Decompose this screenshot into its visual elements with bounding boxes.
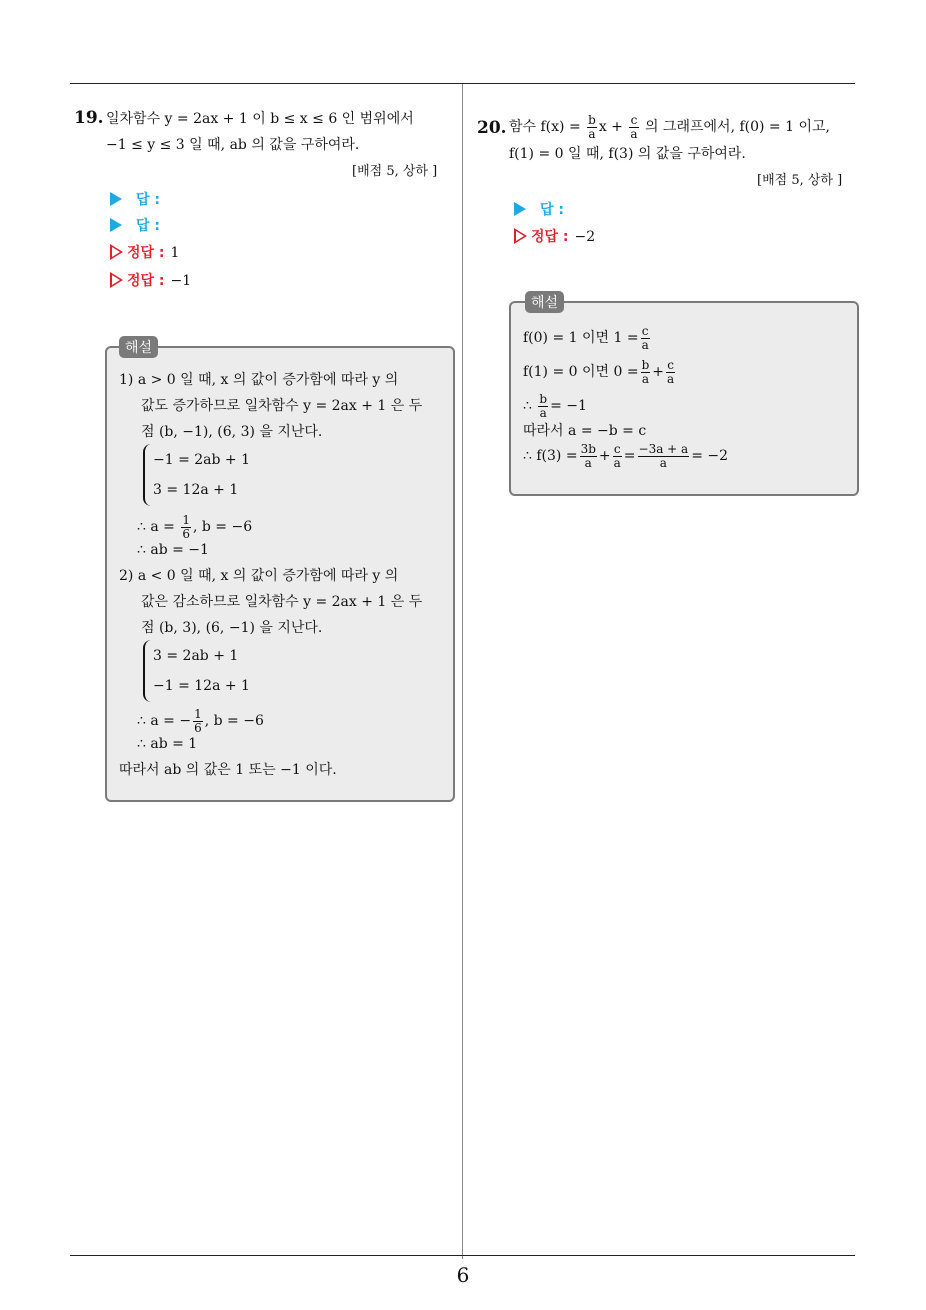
answer-field-2[interactable] bbox=[110, 216, 160, 236]
correct-value: 1 bbox=[170, 245, 180, 261]
question-number: 20. bbox=[477, 118, 507, 138]
case2-result: ∴ a = − $\frac{1}{6}$ , b = −6 bbox=[137, 706, 264, 735]
correct-label: 정답 : bbox=[127, 273, 165, 289]
case1-equation1: −1 = 2ab + 1 bbox=[153, 452, 251, 468]
fraction: $\frac{b}{a}$ bbox=[539, 391, 548, 420]
score-label: [배점 5, 상하 ] bbox=[352, 164, 438, 179]
fraction: $\frac{b}{a}$ bbox=[588, 112, 596, 141]
answer-field[interactable] bbox=[514, 200, 564, 220]
fraction: $\frac{c}{a}$ bbox=[667, 357, 675, 386]
correct-label: 정답 : bbox=[127, 245, 165, 261]
fraction: $\frac{-3a + a}{a}$ bbox=[638, 441, 689, 470]
answer-field-1[interactable] bbox=[110, 190, 160, 210]
question-number: 19. bbox=[74, 108, 104, 128]
system-brace bbox=[143, 444, 151, 506]
correct-value: −1 bbox=[170, 273, 192, 289]
case2-equation2: −1 = 12a + 1 bbox=[153, 678, 250, 694]
solution-row5: ∴ f(3) = $\frac{3b}{a}$ + $\frac{c}{a}$ = $\frac{-3a + a}{a}$ = −2 bbox=[523, 441, 729, 470]
solution-row1: f(0) = 1 이면 1 = $\frac{c}{a}$ bbox=[523, 323, 649, 352]
case2-line2: 값은 감소하므로 일차함수 y = 2ax + 1 은 두 bbox=[141, 594, 423, 610]
system-brace bbox=[143, 640, 151, 702]
correct-answer-2 bbox=[110, 271, 191, 291]
page-number: 6 bbox=[456, 1263, 470, 1287]
fraction: $\frac{3b}{a}$ bbox=[580, 441, 596, 470]
correct-label: 정답 : bbox=[531, 229, 569, 245]
question-text-line2: −1 ≤ y ≤ 3 일 때, ab 의 값을 구하여라. bbox=[106, 137, 360, 153]
case2-ab: ∴ ab = 1 bbox=[137, 736, 198, 752]
solution-row4: 따라서 a = −b = c bbox=[523, 423, 647, 439]
correct-answer bbox=[514, 227, 595, 247]
answer-label: 답 : bbox=[540, 202, 564, 218]
solution-tag: 해설 bbox=[525, 291, 564, 313]
question-text-line1: 함수 f(x) = $\frac{b}{a}$ x + $\frac{c}{a}$ 의 그래프에서, f(0) = 1 이고, bbox=[509, 112, 830, 141]
outline-play-icon bbox=[110, 272, 123, 288]
correct-answer-1 bbox=[110, 243, 179, 263]
case1-line2: 값도 증가하므로 일차함수 y = 2ax + 1 은 두 bbox=[141, 398, 423, 414]
column-divider bbox=[462, 84, 463, 1259]
case1-ab: ∴ ab = −1 bbox=[137, 542, 209, 558]
play-icon bbox=[110, 192, 122, 206]
conclusion: 따라서 ab 의 값은 1 또는 −1 이다. bbox=[119, 762, 337, 778]
fraction: $\frac{c}{a}$ bbox=[630, 112, 638, 141]
answer-label: 답 : bbox=[136, 218, 160, 234]
solution-row3: ∴ $\frac{b}{a}$ = −1 bbox=[523, 391, 587, 420]
bottom-rule bbox=[70, 1255, 855, 1256]
fraction: $\frac{c}{a}$ bbox=[641, 323, 649, 352]
case1-line1: 1) a > 0 일 때, x 의 값이 증가함에 따라 y 의 bbox=[119, 372, 399, 388]
fraction: $\frac{1}{6}$ bbox=[194, 706, 202, 735]
solution-tag: 해설 bbox=[119, 336, 158, 358]
play-icon bbox=[110, 218, 122, 232]
case1-result: ∴ a = $\frac{1}{6}$ , b = −6 bbox=[137, 512, 253, 541]
solution-box bbox=[509, 295, 859, 496]
fraction: $\frac{1}{6}$ bbox=[182, 512, 190, 541]
fraction: $\frac{c}{a}$ bbox=[613, 441, 621, 470]
solution-box bbox=[105, 340, 455, 802]
case1-line3: 점 (b, −1), (6, 3) 을 지난다. bbox=[141, 424, 323, 440]
outline-play-icon bbox=[110, 244, 123, 260]
play-icon bbox=[514, 202, 526, 216]
case2-equation1: 3 = 2ab + 1 bbox=[153, 648, 239, 664]
solution-row2: f(1) = 0 이면 0 = $\frac{b}{a}$ + $\frac{c}{a}$ bbox=[523, 357, 675, 386]
correct-value: −2 bbox=[574, 229, 596, 245]
case2-line1: 2) a < 0 일 때, x 의 값이 증가함에 따라 y 의 bbox=[119, 568, 399, 584]
fraction: $\frac{b}{a}$ bbox=[641, 357, 650, 386]
score-label: [배점 5, 상하 ] bbox=[757, 173, 843, 188]
case1-equation2: 3 = 12a + 1 bbox=[153, 482, 239, 498]
question-text-line1: 일차함수 y = 2ax + 1 이 b ≤ x ≤ 6 인 범위에서 bbox=[106, 111, 414, 127]
answer-label: 답 : bbox=[136, 192, 160, 208]
outline-play-icon bbox=[514, 228, 527, 244]
question-text-line2: f(1) = 0 일 때, f(3) 의 값을 구하여라. bbox=[509, 146, 746, 162]
case2-line3: 점 (b, 3), (6, −1) 을 지난다. bbox=[141, 620, 323, 636]
